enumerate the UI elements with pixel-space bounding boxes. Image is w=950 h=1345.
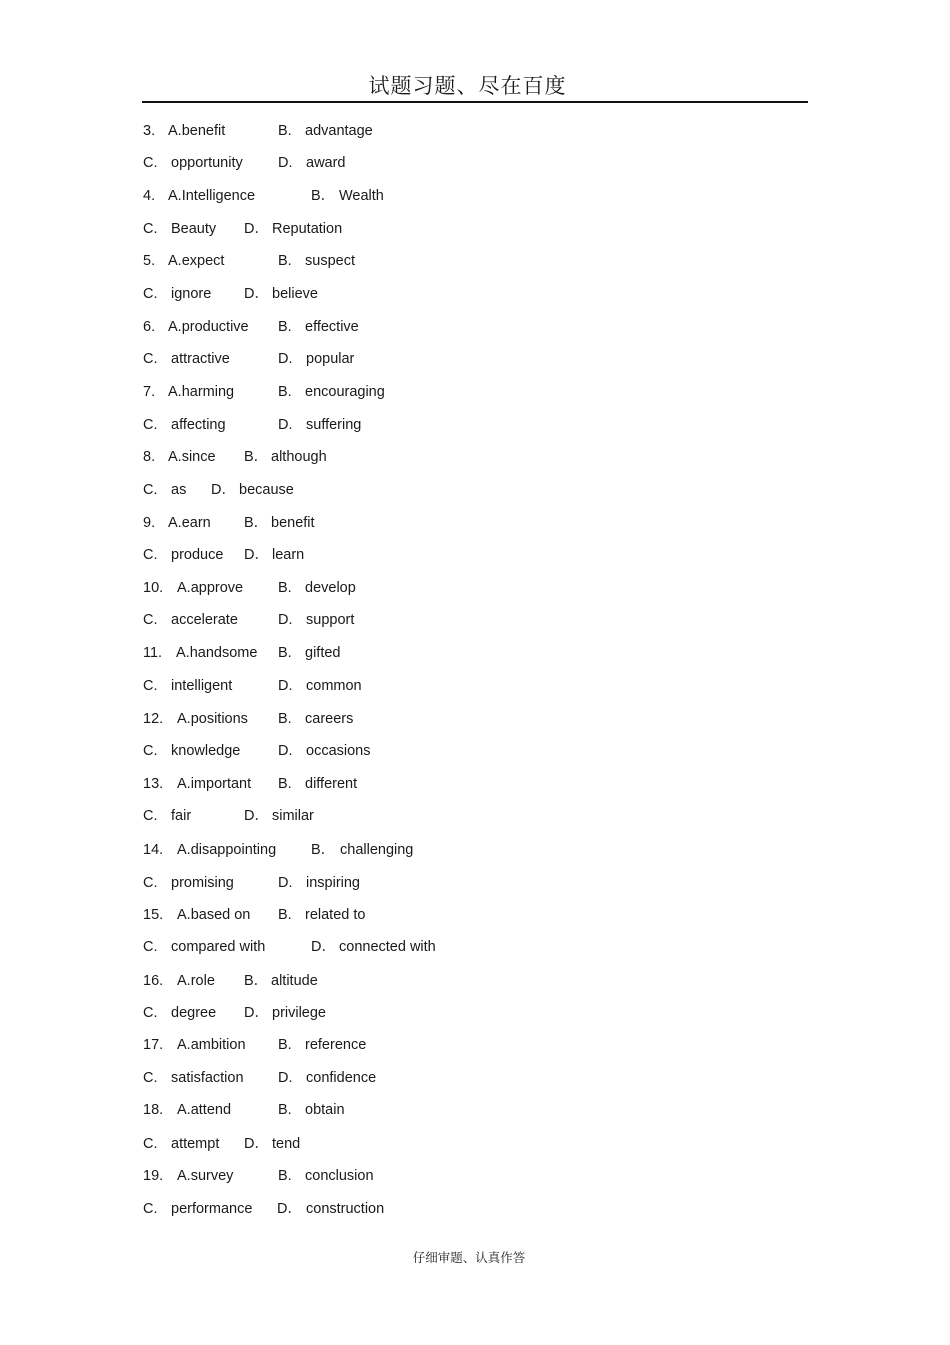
item-label: 9. [143, 515, 156, 531]
item-label: D. [278, 612, 293, 628]
item-label: D． [244, 1005, 269, 1021]
item-label: C. [143, 1201, 158, 1217]
item-label: B． [311, 188, 336, 204]
option-text: affecting [171, 417, 226, 433]
item-label: 5. [143, 253, 156, 269]
item-label: D. [278, 875, 293, 891]
option-text: Wealth [339, 188, 384, 204]
option-text: A.role [177, 973, 215, 989]
option-text: award [306, 155, 346, 171]
option-text: inspiring [306, 875, 360, 891]
option-text: A.ambition [177, 1037, 246, 1053]
item-label: B. [278, 711, 292, 727]
item-label: D. [278, 1070, 293, 1086]
option-text: because [239, 482, 294, 498]
item-label: B. [278, 253, 292, 269]
option-text: although [271, 449, 327, 465]
option-text: A.benefit [168, 123, 226, 139]
option-text: support [306, 612, 355, 628]
item-label: B. [278, 1168, 292, 1184]
item-label: D. [278, 417, 293, 433]
item-label: B. [278, 645, 292, 661]
option-text: challenging [340, 842, 414, 858]
item-label: 13. [143, 776, 164, 792]
option-text: connected with [339, 939, 436, 955]
item-label: 10. [143, 580, 164, 596]
option-text: gifted [305, 645, 341, 661]
item-label: D． [211, 482, 236, 498]
option-text: obtain [305, 1102, 345, 1118]
item-label: C. [143, 808, 158, 824]
option-text: A.expect [168, 253, 225, 269]
item-label: B. [278, 580, 292, 596]
item-label: 3. [143, 123, 156, 139]
option-text: A.productive [168, 319, 249, 335]
option-text: A.harming [168, 384, 235, 400]
option-text: learn [272, 547, 305, 563]
item-label: 14. [143, 842, 164, 858]
option-text: ignore [171, 286, 212, 302]
item-label: C. [143, 612, 158, 628]
item-label: C. [143, 221, 158, 237]
item-label: D. [278, 351, 293, 367]
item-label: 7. [143, 384, 156, 400]
item-label: 11. [143, 645, 163, 661]
option-text: believe [272, 286, 318, 302]
option-text: confidence [306, 1070, 377, 1086]
option-text: suffering [306, 417, 362, 433]
item-label: C. [143, 286, 158, 302]
item-label: C. [143, 678, 158, 694]
option-text: similar [272, 808, 314, 824]
item-label: D. [278, 155, 293, 171]
option-text: benefit [271, 515, 315, 531]
item-label: D． [311, 939, 336, 955]
item-label: C. [143, 1070, 158, 1086]
option-text: common [306, 678, 362, 694]
option-text: knowledge [171, 743, 241, 759]
option-text: different [305, 776, 358, 792]
option-text: altitude [271, 973, 318, 989]
option-text: compared with [171, 939, 266, 955]
option-text: intelligent [171, 678, 233, 694]
item-label: C. [143, 1136, 158, 1152]
option-text: conclusion [305, 1168, 374, 1184]
item-label: D. [278, 743, 293, 759]
item-label: D． [277, 1201, 302, 1217]
item-label: C. [143, 351, 158, 367]
item-label: 6. [143, 319, 156, 335]
option-text: produce [171, 547, 224, 563]
item-label: 17. [143, 1037, 164, 1053]
option-text: A.survey [177, 1168, 234, 1184]
item-label: 15. [143, 907, 164, 923]
item-label: 18. [143, 1102, 164, 1118]
option-text: A.approve [177, 580, 244, 596]
item-label: B． [244, 973, 269, 989]
option-text: careers [305, 711, 354, 727]
item-label: B． [311, 842, 336, 858]
item-label: C. [143, 547, 158, 563]
option-text: accelerate [171, 612, 238, 628]
item-label: C. [143, 482, 158, 498]
item-label: C. [143, 417, 158, 433]
item-label: C. [143, 743, 158, 759]
item-label: C. [143, 875, 158, 891]
option-text: A.since [168, 449, 216, 465]
item-label: B． [244, 515, 269, 531]
item-label: D． [244, 808, 269, 824]
item-label: C. [143, 1005, 158, 1021]
option-text: Reputation [272, 221, 343, 237]
item-label: D． [244, 547, 269, 563]
option-text: performance [171, 1201, 253, 1217]
item-label: B． [244, 449, 269, 465]
option-text: Beauty [171, 221, 217, 237]
option-text: A.disappointing [177, 842, 277, 858]
item-label: 12. [143, 711, 164, 727]
option-text: effective [305, 319, 359, 335]
option-text: satisfaction [171, 1070, 244, 1086]
option-text: A.Intelligence [168, 188, 256, 204]
option-text: as [171, 482, 187, 498]
option-text: attractive [171, 351, 230, 367]
item-label: D． [244, 221, 269, 237]
header-divider [142, 101, 808, 103]
item-label: D． [244, 286, 269, 302]
option-text: tend [272, 1136, 301, 1152]
option-text: occasions [306, 743, 371, 759]
item-label: D． [244, 1136, 269, 1152]
option-text: attempt [171, 1136, 220, 1152]
option-text: advantage [305, 123, 373, 139]
item-label: B. [278, 384, 292, 400]
option-text: A.important [177, 776, 252, 792]
option-text: opportunity [171, 155, 243, 171]
item-label: C. [143, 939, 158, 955]
option-text: promising [171, 875, 234, 891]
item-label: D. [278, 678, 293, 694]
option-text: related to [305, 907, 366, 923]
item-label: C. [143, 155, 158, 171]
option-text: A.positions [177, 711, 248, 727]
item-label: 4. [143, 188, 156, 204]
item-label: 16. [143, 973, 164, 989]
option-text: reference [305, 1037, 367, 1053]
page-footer: 仔细审题、认真作答 [412, 1250, 526, 1265]
item-label: B. [278, 1037, 292, 1053]
option-text: A.attend [177, 1102, 232, 1118]
option-text: degree [171, 1005, 217, 1021]
option-text: A.earn [168, 515, 211, 531]
option-text: A.handsome [176, 645, 258, 661]
option-text: encouraging [305, 384, 385, 400]
item-label: 19. [143, 1168, 164, 1184]
option-text: A.based on [177, 907, 251, 923]
option-text: develop [305, 580, 356, 596]
option-text: fair [171, 808, 192, 824]
item-label: B. [278, 123, 292, 139]
option-text: construction [306, 1201, 385, 1217]
item-label: 8. [143, 449, 156, 465]
item-label: B. [278, 907, 292, 923]
option-text: suspect [305, 253, 355, 269]
item-label: B. [278, 319, 292, 335]
item-label: B. [278, 776, 292, 792]
page-header-title: 试题习题、尽在百度 [368, 74, 567, 98]
option-text: popular [306, 351, 355, 367]
item-label: B. [278, 1102, 292, 1118]
option-text: privilege [272, 1005, 326, 1021]
